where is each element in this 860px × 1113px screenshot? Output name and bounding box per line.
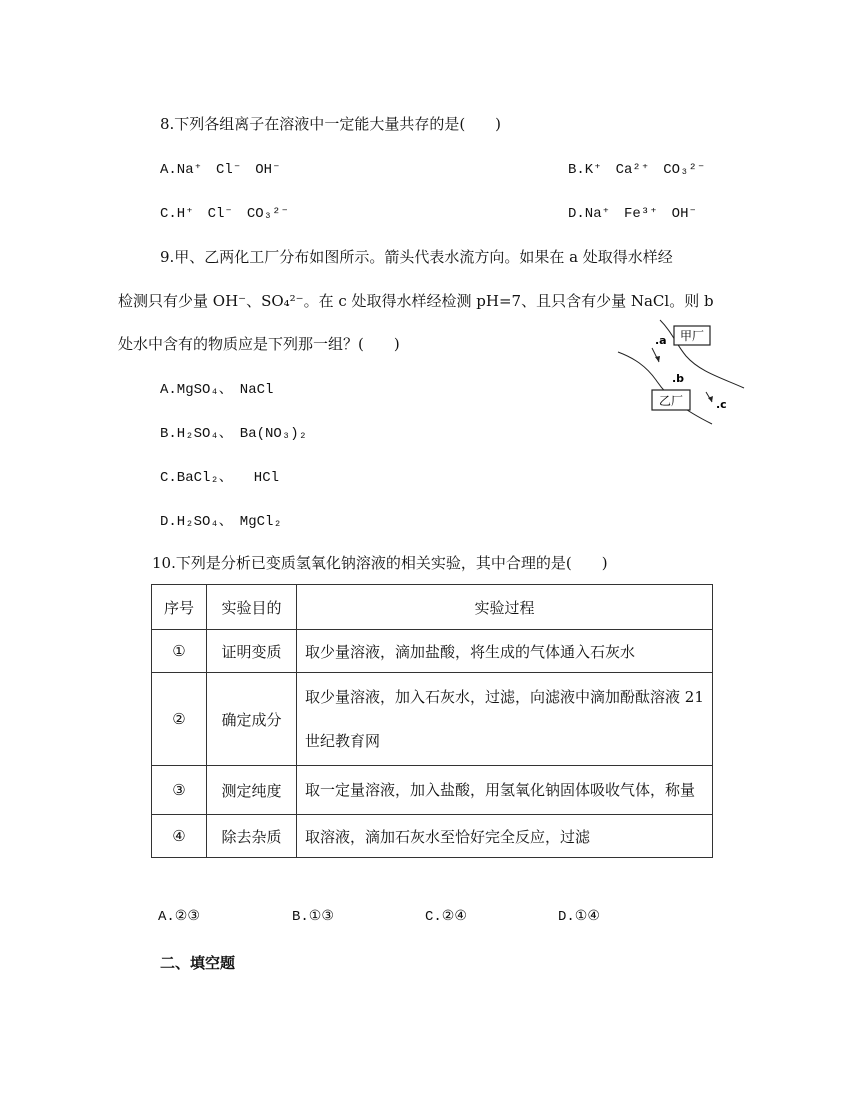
row-procedure: 取少量溶液，滴加盐酸，将生成的气体通入石灰水 — [297, 630, 713, 673]
q9-option-b: B.H₂SO₄、 Ba(NO₃)₂ — [160, 426, 308, 442]
row-number: ③ — [152, 766, 207, 815]
q9-line3: 处水中含有的物质应是下列那一组？( ) — [118, 335, 400, 353]
river-bank-lower — [618, 352, 712, 424]
point-b-label: .b — [672, 372, 685, 385]
table-row — [152, 630, 713, 673]
q10-option-d: D.①④ — [558, 909, 600, 925]
q8-stem: 8.下列各组离子在溶液中一定能大量共存的是( ) — [160, 115, 502, 133]
q8-option-b: B.K⁺ Ca²⁺ CO₃²⁻ — [568, 162, 706, 178]
factory-jia-label: 甲厂 — [679, 329, 705, 343]
row-purpose: 测定纯度 — [207, 766, 297, 815]
point-a-label: .a — [655, 334, 667, 347]
row-number: ② — [152, 673, 207, 766]
factory-river-diagram — [612, 318, 752, 428]
row-procedure: 取少量溶液，加入石灰水，过滤，向滤液中滴加酚酞溶液 21 世纪教育网 — [297, 673, 713, 766]
table-row — [152, 815, 713, 858]
table-row — [152, 766, 713, 815]
q8-option-c: C.H⁺ Cl⁻ CO₃²⁻ — [160, 206, 289, 222]
experiment-table — [151, 584, 713, 858]
q10-option-a: A.②③ — [158, 909, 200, 925]
table-header-row — [152, 585, 713, 630]
q9-option-d: D.H₂SO₄、 MgCl₂ — [160, 514, 282, 530]
q10-option-c: C.②④ — [425, 909, 467, 925]
section-title: 二、填空题 — [160, 954, 236, 972]
q10-stem: 10.下列是分析已变质氢氧化钠溶液的相关实验，其中合理的是( ) — [152, 554, 608, 572]
table-header-cell: 实验过程 — [297, 585, 713, 630]
table-row — [152, 673, 713, 766]
row-number: ① — [152, 630, 207, 673]
table-header-cell: 实验目的 — [207, 585, 297, 630]
q9-option-c: C.BaCl₂、 HCl — [160, 470, 280, 486]
factory-yi-label: 乙厂 — [658, 394, 684, 408]
point-c-label: .c — [716, 398, 727, 411]
row-number: ④ — [152, 815, 207, 858]
q9-line1: 9.甲、乙两化工厂分布如图所示。箭头代表水流方向。如果在 a 处取得水样经 — [160, 248, 673, 266]
q8-option-d: D.Na⁺ Fe³⁺ OH⁻ — [568, 206, 697, 222]
row-purpose: 除去杂质 — [207, 815, 297, 858]
row-procedure: 取溶液，滴加石灰水至恰好完全反应，过滤 — [297, 815, 713, 858]
q8-option-a: A.Na⁺ Cl⁻ OH⁻ — [160, 162, 281, 178]
q9-option-a: A.MgSO₄、 NaCl — [160, 382, 274, 398]
q9-line2: 检测只有少量 OH⁻、SO₄²⁻。在 c 处取得水样经检测 pH=7、且只含有少量 NaCl。则 b — [118, 292, 714, 310]
row-purpose: 证明变质 — [207, 630, 297, 673]
flow-arrow-a-head — [655, 356, 660, 362]
q10-option-b: B.①③ — [292, 909, 334, 925]
table-header-cell: 序号 — [152, 585, 207, 630]
row-procedure: 取一定量溶液，加入盐酸，用氢氧化钠固体吸收气体，称量 — [297, 766, 713, 815]
row-purpose: 确定成分 — [207, 673, 297, 766]
